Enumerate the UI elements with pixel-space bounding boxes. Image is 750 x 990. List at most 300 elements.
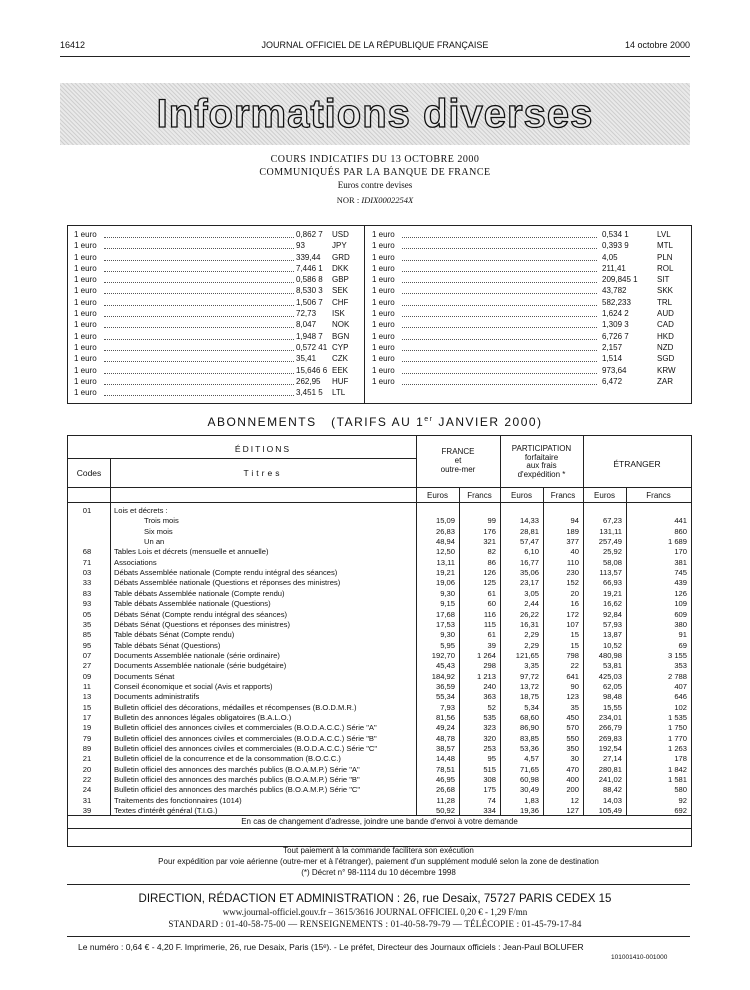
- cell-fe: 46,95: [435, 775, 455, 785]
- cell-titre: Bulletin officiel des annonces civiles et commerciales (B.O.D.A.C.C.) Série "A": [114, 723, 377, 733]
- cell-pe: 57,47: [519, 537, 539, 547]
- cell-code: 03: [82, 568, 92, 578]
- cell-pf: 16: [570, 599, 579, 609]
- cell-ff: 61: [487, 630, 496, 640]
- cell-titre: Documents Assemblée nationale (série ordinaire): [114, 650, 280, 660]
- row-rule: [68, 487, 691, 488]
- rate-value: 6,472: [602, 376, 623, 386]
- banner-title: Informations diverses: [156, 92, 594, 136]
- rate-currency: GBP: [332, 275, 349, 285]
- cell-ef: 407: [674, 681, 687, 691]
- rate-currency: KRW: [657, 365, 676, 375]
- subscription-row: [68, 610, 691, 621]
- header-euros: Euros: [594, 491, 615, 500]
- cell-pf: 35: [570, 702, 579, 712]
- cell-ee: 66,93: [602, 578, 622, 588]
- cell-pe: 35,06: [519, 568, 539, 578]
- rate-value: 3,451 5: [296, 388, 323, 398]
- rate-value: 43,782: [602, 286, 627, 296]
- rate-leader: [402, 350, 597, 351]
- cell-code: 83: [82, 588, 92, 598]
- cell-pe: 5,34: [524, 702, 539, 712]
- rate-row: [74, 308, 359, 319]
- rate-label: 1 euro: [74, 342, 97, 352]
- subscription-table: [67, 435, 692, 847]
- rate-value: 15,646 6: [296, 365, 328, 375]
- cell-ee: 53,81: [602, 661, 622, 671]
- rate-row: [372, 308, 684, 319]
- cell-pe: 68,60: [519, 713, 539, 722]
- cell-ee: 269,83: [598, 733, 622, 743]
- cell-ee: 27,14: [602, 754, 622, 764]
- cell-ef: 692: [674, 806, 687, 816]
- rate-label: 1 euro: [74, 275, 97, 285]
- cell-fe: 15,09: [435, 516, 455, 526]
- rate-currency: GRD: [332, 252, 350, 262]
- cell-ef: 381: [674, 557, 687, 567]
- cell-ef: 1 263: [667, 744, 687, 754]
- rate-row: [372, 376, 684, 387]
- cell-fe: 45,43: [435, 661, 455, 671]
- footer-rule: [67, 936, 690, 937]
- cell-fe: 184,92: [431, 671, 455, 681]
- rate-value: 0,862 7: [296, 230, 323, 239]
- rate-label: 1 euro: [74, 331, 97, 341]
- cell-code: 07: [82, 650, 92, 660]
- rate-leader: [402, 271, 597, 272]
- cell-ee: 13,87: [602, 630, 622, 640]
- cell-ef: 860: [674, 526, 687, 536]
- subscription-row: [68, 630, 691, 641]
- cell-ee: 10,52: [602, 640, 622, 650]
- cell-ee: 19,21: [602, 588, 622, 598]
- subscription-row: [68, 765, 691, 776]
- rate-label: 1 euro: [372, 230, 395, 239]
- rate-value: 1,948 7: [296, 331, 323, 341]
- cell-ff: 1 213: [476, 671, 496, 681]
- cell-titre: Débats Sénat (Questions et réponses des ministres): [114, 619, 291, 629]
- rate-row: [372, 297, 684, 308]
- direction-block: [0, 893, 750, 929]
- footer-code: 101001410-001000: [611, 954, 668, 961]
- note-address-change: En cas de changement d'adresse, joindre une bande d'envoi à votre demande: [241, 817, 518, 826]
- cell-ef: 439: [674, 578, 687, 588]
- cell-fe: 9,30: [440, 588, 455, 598]
- cell-titre: Tables Lois et décrets (mensuelle et annuelle): [114, 547, 269, 557]
- cell-ee: 480,98: [598, 650, 622, 660]
- direction-phones: STANDARD : 01-40-58-75-00 — RENSEIGNEMENTS : 01-40-58-79-79 — TÉLÉCOPIE : 01-45-79-17-84: [168, 919, 582, 929]
- cell-pe: 13,72: [519, 681, 539, 691]
- cell-pe: 83,85: [519, 733, 539, 743]
- rate-leader: [402, 361, 597, 362]
- cell-pe: 4,57: [524, 754, 539, 764]
- nor-reference: NOR : IDIX0002254X: [336, 195, 414, 205]
- rate-leader: [402, 384, 597, 385]
- cell-code: 33: [82, 578, 92, 588]
- cell-code: 31: [82, 795, 92, 805]
- rate-currency: EEK: [332, 365, 349, 375]
- cell-pf: 470: [566, 764, 579, 774]
- header-francs: Francs: [550, 491, 576, 500]
- rate-row: [74, 229, 359, 240]
- cell-ef: 92: [678, 795, 687, 805]
- cell-fe: 26,68: [435, 785, 455, 795]
- rate-leader: [104, 271, 294, 272]
- rate-row: [74, 353, 359, 364]
- cell-ff: 52: [487, 702, 496, 712]
- rate-row: [74, 274, 359, 285]
- rate-leader: [104, 373, 294, 374]
- rate-label: 1 euro: [74, 388, 97, 398]
- cell-pf: 20: [570, 588, 579, 598]
- rate-row: [74, 297, 359, 308]
- cell-ee: 88,42: [602, 785, 622, 795]
- cell-titre: Débats Assemblée nationale (Compte rendu intégral des séances): [114, 568, 338, 578]
- subscription-row: [68, 703, 691, 714]
- cell-ee: 425,03: [598, 671, 622, 681]
- rate-currency: NOK: [332, 320, 350, 330]
- cell-ef: 109: [674, 599, 687, 609]
- cell-code: 39: [82, 806, 92, 816]
- rate-currency: ROL: [657, 263, 674, 273]
- cell-ef: 126: [674, 588, 687, 598]
- journal-title: JOURNAL OFFICIEL DE LA RÉPUBLIQUE FRANÇAISE: [261, 40, 489, 50]
- rate-row: [74, 240, 359, 251]
- rate-value: 93: [296, 241, 305, 251]
- cell-ef: 1 750: [667, 723, 687, 733]
- cell-ef: 69: [678, 640, 687, 650]
- header-titres: Titres: [243, 468, 283, 478]
- rate-leader: [402, 339, 597, 340]
- cell-pe: 53,36: [519, 744, 539, 754]
- cell-ef: 102: [674, 702, 687, 712]
- cell-code: 95: [82, 640, 92, 650]
- cell-pe: 19,36: [519, 806, 539, 816]
- cell-fe: 9,15: [440, 599, 455, 609]
- cell-code: 68: [82, 547, 92, 557]
- rate-value: 339,44: [296, 252, 321, 262]
- cell-titre: Table débats Assemblée nationale (Questions): [114, 599, 271, 609]
- exchange-rates-box: [67, 225, 692, 404]
- note-payment: Tout paiement à la commande facilitera son exécution: [283, 846, 474, 855]
- cell-fe: 17,53: [435, 619, 455, 629]
- cell-ef: 1 581: [667, 775, 687, 785]
- cell-ee: 280,81: [598, 764, 622, 774]
- cell-pe: 71,65: [519, 764, 539, 774]
- rate-row: [372, 342, 684, 353]
- rate-leader: [104, 282, 294, 283]
- cell-ee: 16,62: [602, 599, 622, 609]
- rate-row: [74, 342, 359, 353]
- rate-label: 1 euro: [74, 252, 97, 262]
- header-france: FRANCE et outre-mer: [440, 447, 476, 474]
- rate-label: 1 euro: [372, 297, 395, 307]
- footer-imprint: Le numéro : 0,64 € - 4,20 F. Imprimerie, 26, rue Desaix, Paris (15ᵉ). - Le préfet, Directeur des Journaux officiels : Jean-Paul BOLUFER: [78, 942, 584, 952]
- rate-currency: MTL: [657, 241, 673, 251]
- note-airmail: Pour expédition par voie aérienne (outre-mer et à l'étranger), paiement d'un supplément modulé selon la zone de destination: [158, 857, 599, 866]
- rate-value: 8,047: [296, 320, 317, 330]
- cell-fe: 36,59: [435, 681, 455, 691]
- cell-ef: 580: [674, 785, 687, 795]
- cell-titre: Bulletin officiel des décorations, médailles et récompenses (B.O.D.M.R.): [114, 702, 357, 712]
- cell-ef: 441: [674, 516, 687, 526]
- rate-value: 72,73: [296, 309, 317, 319]
- cell-pe: 2,44: [524, 599, 539, 609]
- rate-label: 1 euro: [372, 376, 395, 386]
- cell-pf: 22: [570, 661, 579, 671]
- cell-pf: 94: [570, 516, 579, 526]
- rate-leader: [104, 327, 294, 328]
- cell-fe: 19,21: [435, 568, 455, 578]
- rate-label: 1 euro: [372, 252, 395, 262]
- cell-ef: 2 788: [667, 671, 687, 681]
- rate-leader: [104, 248, 294, 249]
- subscription-row: [68, 620, 691, 631]
- row-rule: [68, 828, 691, 829]
- cell-ee: 241,02: [598, 775, 622, 785]
- rate-currency: SKK: [657, 286, 674, 296]
- cell-ee: 92,84: [602, 609, 622, 619]
- rate-row: [372, 285, 684, 296]
- cell-ee: 14,03: [602, 795, 622, 805]
- cell-titre: Trois mois: [144, 516, 179, 526]
- cell-pf: 230: [566, 568, 579, 578]
- cell-ff: 82: [487, 547, 496, 557]
- subscription-row: [68, 527, 691, 538]
- cell-code: 19: [82, 723, 92, 733]
- cell-ef: 91: [678, 630, 687, 640]
- cell-pf: 350: [566, 744, 579, 754]
- page-header: [60, 40, 690, 56]
- rate-value: 1,309 3: [602, 320, 629, 330]
- rate-leader: [402, 373, 597, 374]
- cell-pe: 3,05: [524, 588, 539, 598]
- cell-ee: 15,55: [602, 702, 622, 712]
- cell-pe: 14,33: [519, 516, 539, 526]
- rate-label: 1 euro: [372, 286, 395, 296]
- rates-right-column: [372, 229, 684, 387]
- rate-label: 1 euro: [372, 342, 395, 352]
- cell-fe: 78,51: [435, 764, 455, 774]
- cell-ff: 115: [483, 619, 496, 629]
- rate-leader: [402, 316, 597, 317]
- rate-currency: NZD: [657, 342, 674, 352]
- rate-row: [372, 263, 684, 274]
- cell-ff: 86: [487, 557, 496, 567]
- cell-titre: Bulletin officiel des annonces civiles et commerciales (B.O.D.A.C.C.) Série "C": [114, 744, 378, 754]
- header-rule: [60, 56, 690, 57]
- direction-title: DIRECTION, RÉDACTION ET ADMINISTRATION : 26, rue Desaix, 75727 PARIS CEDEX 15: [138, 893, 612, 905]
- rate-row: [372, 252, 684, 263]
- rate-value: 0,586 8: [296, 275, 323, 285]
- rate-value: 0,572 41: [296, 342, 328, 352]
- rate-row: [372, 229, 684, 240]
- cell-pe: 60,98: [519, 775, 539, 785]
- rate-label: 1 euro: [74, 376, 97, 386]
- cell-code: 22: [82, 775, 92, 785]
- rate-leader: [402, 282, 597, 283]
- cell-pf: 107: [566, 619, 579, 629]
- rate-leader: [402, 237, 597, 238]
- rate-value: 1,514: [602, 354, 623, 364]
- cell-ef: 745: [674, 568, 687, 578]
- cell-ff: 95: [487, 754, 496, 764]
- subscription-row: [68, 537, 691, 548]
- cell-pe: 121,65: [515, 650, 539, 660]
- rate-label: 1 euro: [372, 241, 395, 251]
- cell-titre: Traitements des fonctionnaires (1014): [114, 795, 242, 805]
- rate-currency: LVL: [657, 230, 671, 239]
- cell-fe: 192,70: [431, 650, 455, 660]
- rate-leader: [104, 395, 294, 396]
- cell-pe: 16,77: [519, 557, 539, 567]
- rate-currency: CYP: [332, 342, 349, 352]
- cell-pe: 2,29: [524, 630, 539, 640]
- cell-pe: 23,17: [519, 578, 539, 588]
- header-editions: ÉDITIONS: [234, 444, 292, 454]
- cell-pe: 2,29: [524, 640, 539, 650]
- cell-code: 15: [82, 702, 92, 712]
- cell-code: 11: [83, 681, 91, 691]
- cell-ee: 257,49: [598, 537, 622, 547]
- rate-leader: [104, 305, 294, 306]
- rate-label: 1 euro: [74, 354, 97, 364]
- cours-line3: Euros contre devises: [337, 180, 413, 190]
- cell-ef: 1 689: [667, 537, 687, 547]
- cell-pe: 30,49: [519, 785, 539, 795]
- cell-titre: Débats Sénat (Compte rendu intégral des séances): [114, 609, 288, 619]
- cell-ee: 266,79: [598, 723, 622, 733]
- cell-titre: Table débats Sénat (Compte rendu): [114, 630, 235, 640]
- rate-value: 1,506 7: [296, 297, 323, 307]
- subscription-row: [68, 723, 691, 734]
- cell-fe: 48,78: [435, 733, 455, 743]
- rate-leader: [402, 293, 597, 294]
- cell-code: 85: [82, 630, 92, 640]
- cell-titre: Documents Assemblée nationale (série budgétaire): [114, 661, 287, 671]
- cell-fe: 50,92: [435, 806, 455, 816]
- cell-ff: 39: [487, 640, 496, 650]
- subscription-row: [68, 682, 691, 693]
- note-decree: (*) Décret n° 98-1114 du 10 décembre 1998: [301, 868, 456, 877]
- cell-code: 71: [82, 557, 92, 567]
- rate-value: 0,534 1: [602, 230, 629, 239]
- cell-pe: 28,81: [519, 526, 539, 536]
- rate-row: [74, 376, 359, 387]
- direction-rule: [67, 884, 690, 885]
- cell-pf: 40: [570, 547, 579, 557]
- cell-pe: 18,75: [519, 692, 539, 702]
- cell-fe: 14,48: [435, 754, 455, 764]
- cell-pf: 127: [566, 806, 579, 816]
- subscription-row: [68, 641, 691, 652]
- rate-value: 0,393 9: [602, 241, 629, 251]
- cell-ff: 126: [483, 568, 496, 578]
- cell-pf: 152: [566, 578, 579, 588]
- cell-titre: Six mois: [144, 526, 173, 536]
- cell-pf: 550: [566, 733, 579, 743]
- cell-pf: 641: [566, 671, 579, 681]
- cell-titre: Associations: [114, 557, 157, 567]
- cell-code: 05: [82, 609, 92, 619]
- rate-leader: [104, 293, 294, 294]
- rate-leader: [402, 248, 597, 249]
- cell-fe: 9,30: [440, 630, 455, 640]
- rate-leader: [402, 305, 597, 306]
- cell-ef: 1 842: [667, 764, 687, 774]
- cell-ff: 363: [483, 692, 496, 702]
- rate-label: 1 euro: [74, 263, 97, 273]
- cell-ef: 353: [674, 661, 687, 671]
- rate-leader: [402, 260, 597, 261]
- rate-label: 1 euro: [74, 365, 97, 375]
- rate-label: 1 euro: [74, 297, 97, 307]
- cell-pe: 16,31: [519, 619, 539, 629]
- cell-titre: Bulletin officiel des annonces des marchés publics (B.O.A.M.P.) Série "A": [114, 764, 360, 774]
- cell-ff: 253: [483, 744, 496, 754]
- header-francs: Francs: [646, 491, 671, 500]
- rate-value: 35,41: [296, 354, 317, 364]
- cours-line2: COMMUNIQUÉS PAR LA BANQUE DE FRANCE: [259, 167, 491, 178]
- rate-leader: [104, 384, 294, 385]
- cell-titre: Lois et décrets :: [114, 506, 168, 515]
- subscription-row: [68, 806, 691, 817]
- cell-pe: 1,83: [524, 795, 539, 805]
- cell-ee: 131,11: [599, 526, 622, 536]
- rate-row: [74, 387, 359, 398]
- rate-leader: [104, 350, 294, 351]
- rates-divider: [364, 226, 365, 403]
- cell-pe: 3,35: [524, 661, 539, 671]
- cell-code: 35: [82, 619, 92, 629]
- header-etranger: ÉTRANGER: [613, 459, 661, 469]
- rate-currency: DKK: [332, 263, 349, 273]
- rate-leader: [104, 316, 294, 317]
- rate-row: [74, 365, 359, 376]
- subscription-row: [68, 661, 691, 672]
- cell-ff: 334: [483, 806, 496, 816]
- cell-ff: 321: [483, 537, 496, 547]
- cell-ee: 57,93: [602, 619, 622, 629]
- cell-ef: 1 770: [667, 733, 687, 743]
- header-euros: Euros: [427, 491, 448, 500]
- cell-code: 79: [82, 733, 92, 743]
- subscription-row: [68, 558, 691, 569]
- cell-ef: 609: [674, 609, 687, 619]
- subscription-row: [68, 692, 691, 703]
- cell-code: 01: [82, 506, 92, 515]
- cell-code: 20: [82, 764, 92, 774]
- cell-ee: 105,49: [598, 806, 622, 816]
- cell-pf: 30: [570, 754, 579, 764]
- subscription-row: [68, 547, 691, 558]
- cell-ff: 298: [483, 661, 496, 671]
- cell-pe: 86,90: [519, 723, 539, 733]
- cell-pf: 400: [566, 775, 579, 785]
- rate-row: [372, 240, 684, 251]
- cell-ff: 74: [487, 795, 496, 805]
- cell-ef: 3 155: [667, 650, 687, 660]
- cell-fe: 48,94: [435, 537, 455, 547]
- rate-label: 1 euro: [74, 320, 97, 330]
- rate-row: [74, 319, 359, 330]
- cell-titre: Bulletin officiel des annonces des marchés publics (B.O.A.M.P.) Série "C": [114, 785, 361, 795]
- cell-pf: 189: [566, 526, 579, 536]
- rate-label: 1 euro: [372, 263, 395, 273]
- rate-currency: CZK: [332, 354, 348, 364]
- rate-label: 1 euro: [74, 230, 97, 239]
- cell-ef: 170: [674, 547, 687, 557]
